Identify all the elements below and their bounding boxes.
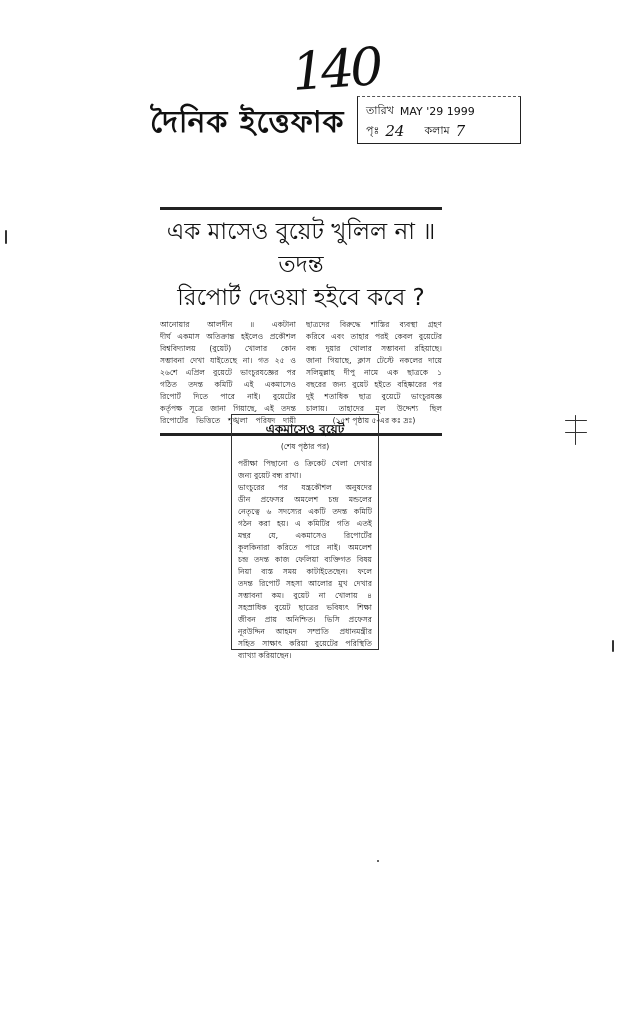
- text-line: ডীন প্রফেসর অমলেশ চন্দ্র মন্ডলের: [238, 495, 372, 504]
- text-line: সহিত সাক্ষাৎ করিয়া বুয়েটের পরিস্থিতি: [238, 639, 372, 648]
- continuation-article: [231, 414, 379, 660]
- text-line: তদন্ত রিপোর্ট সহসা আলোর মুখ দেখার: [238, 579, 372, 588]
- text-line: কর্তৃপক্ষ সূত্রে জানা গিয়াছে, এই তদন্ত: [160, 404, 296, 413]
- text-line: পরীক্ষা পিছানো ও ক্রিকেট খেলা দেখার: [238, 459, 372, 468]
- handwritten-page-number: 140: [290, 37, 382, 103]
- date-stamp: [357, 96, 521, 144]
- text-line: সম্ভাবনা দেখা যাইতেছে না। গত ২৫ ও: [160, 356, 296, 365]
- article-column-2: [306, 319, 442, 427]
- text-line: গঠন করা হয়। এ কমিটির গতি এতই: [238, 519, 372, 528]
- page-value: 24: [385, 122, 405, 140]
- text-line: কূলকিনারা করিতে পারে নাই। অমলেশ: [238, 543, 372, 552]
- text-line: সহস্রাধিক বুয়েট ছাত্রের ভবিষ্যৎ শিক্ষা: [238, 603, 372, 612]
- newspaper-masthead: দৈনিক ইত্তেফাক: [150, 105, 345, 140]
- text-line: দীর্ঘ একমাস অতিক্রান্ত হইলেও প্রকৌশল: [160, 332, 296, 341]
- column-value: 7: [455, 122, 466, 140]
- text-line: গঠিত তদন্ত কমিটি এই একমাসেও: [160, 380, 296, 389]
- text-line: মন্থর যে, একমাসেও রিপোর্টের: [238, 531, 372, 540]
- text-line: ব্যাখ্যা করিয়াছেন।: [238, 651, 292, 660]
- text-line: ভাংচুরের পর যন্ত্রকৌশল অনুষদের: [238, 483, 372, 492]
- text-line: নেতৃত্বে ৬ সদস্যের একটি তদন্ত কমিটি: [238, 507, 372, 516]
- continued-reference: (১৫শ পৃষ্ঠায় ৫-এর কঃ দ্রঃ): [332, 416, 416, 425]
- text-line: সম্ভাবনা কম। বুয়েট না খোলায় ৪: [238, 591, 372, 600]
- text-line: বছরের জন্য বুয়েট হইতে বহিষ্কারের পর: [306, 380, 442, 389]
- scan-mark: [612, 640, 614, 652]
- scan-mark: [377, 860, 379, 862]
- text-line: বন্ধ দুয়ার খোলার সম্ভাবনা রহিয়াছে।: [306, 344, 442, 353]
- text-line: করিবে এবং তাহার পরই কেবল বুয়েটের: [306, 332, 442, 341]
- news-article: [160, 207, 442, 436]
- text-line: রিপোর্টের ভিত্তিতে শৃঙ্খলা পরিষদ দায়ী: [160, 416, 296, 425]
- scan-mark: [565, 432, 587, 433]
- text-line: নূরউদ্দিন আহমদ সম্প্রতি প্রধানমন্ত্রীর: [238, 627, 372, 636]
- text-line: রিপোর্ট দিতে পারে নাই। বুয়েটের: [160, 392, 296, 401]
- scan-mark: [565, 420, 587, 421]
- continuation-subtitle: (শেষ পৃষ্ঠার পর): [280, 442, 330, 451]
- headline: [160, 216, 442, 315]
- text-line: দুই শতাধিক ছাত্র বুয়েটে ভাংচুরযজ্ঞ: [306, 392, 442, 401]
- text-line: আনোয়ার আলদীন ॥ একটানা: [160, 320, 296, 329]
- text-line: চালায়। তাহাদের মূল উদ্দেশ্য ছিল: [306, 404, 442, 413]
- date-value: MAY '29 1999: [399, 104, 475, 118]
- text-line: নিয়া ব্যস্ত সময় কাটাইতেছেন। ফলে: [238, 567, 372, 576]
- text-line: জন্য বুয়েট বন্ধ রাখা।: [238, 471, 302, 480]
- text-line: ছাত্রদের বিরুদ্ধে শাস্তির ব্যবস্থা গ্রহণ: [306, 320, 442, 329]
- article-column-1: [160, 319, 296, 427]
- scan-mark: [5, 230, 7, 244]
- text-line: জানা গিয়াছে, ক্লাস টেস্টে নকলের দায়ে: [306, 356, 442, 365]
- column-label: কলাম: [424, 123, 450, 137]
- continuation-title: একমাসেও বুয়েট: [265, 422, 345, 436]
- headline-line: রিপোর্ট দেওয়া হইবে কবে ?: [177, 285, 425, 311]
- scan-mark: [575, 415, 576, 445]
- text-line: জীবন প্রায় অনিশ্চিত। ভিসি প্রফেসর: [238, 615, 372, 624]
- text-line: ২৬শে এপ্রিল বুয়েটে ভাংচুরযজ্ঞের পর: [160, 368, 296, 377]
- page-label: পৃঃ: [366, 123, 380, 137]
- headline-line: এক মাসেও বুয়েট খুলিল না ॥ তদন্ত: [166, 219, 436, 278]
- text-line: বিশ্ববিদ্যালয় (বুয়েট) খোলার কোন: [160, 344, 296, 353]
- text-line: সলিমুল্লাহ দীপু নামে এক ছাত্রকে ১: [306, 368, 442, 377]
- text-line: চন্দ্র তদন্ত কাজ ফেলিয়া ব্যক্তিগত বিষয়: [238, 555, 372, 564]
- date-label: তারিখ: [366, 103, 394, 117]
